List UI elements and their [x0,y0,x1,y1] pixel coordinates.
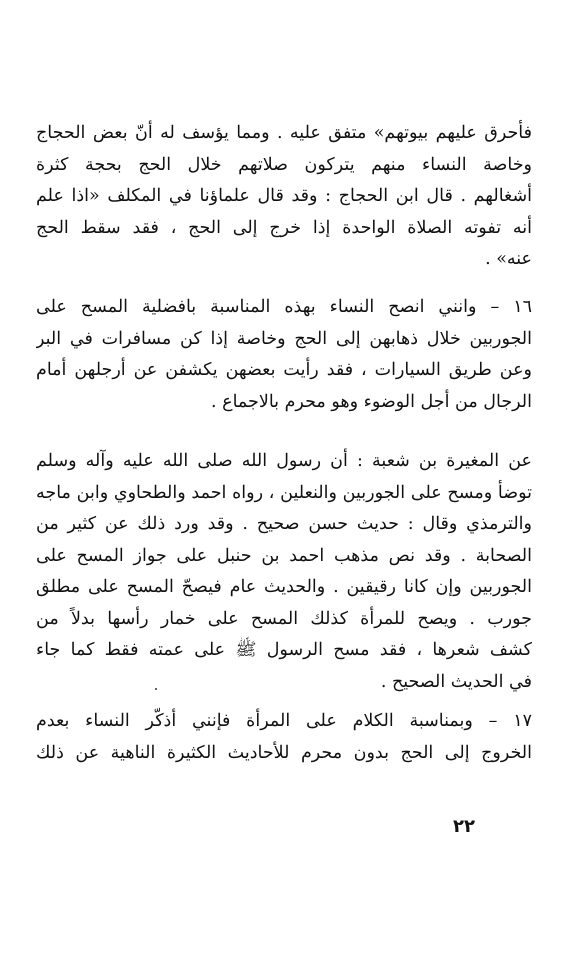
text-line: الخروج إلى الحج بدون محرم للأحاديث الكثيرة الناهية عن ذلك [36,742,532,763]
text-line: عن المغيرة بن شعبة : أن رسول الله صلى الله عليه وآله وسلم [36,451,532,471]
text-line: وعن طريق السيارات ، فقد رأيت بعضهن يكشفن عن أرجلهن أمام [36,360,532,380]
text-line: والترمذي وقال : حديث حسن صحيح . وقد ورد ذلك عن كثير من [36,514,532,534]
text-line: كشف شعرها ، فقد مسح الرسول ﷺ على عمته فقط كما جاء [36,640,532,660]
text-line: فأحرق عليهم بيوتهم» متفق عليه . ومما يؤسف له أنّ بعض الحجاج [36,123,532,143]
text-line: توضأ ومسح على الجوربين والنعلين ، رواه احمد والطحاوي وابن ماجه [36,482,532,503]
text-line: أشغالهم . قال ابن الحجاج : وقد قال علماؤنا في المكلف «اذا علم [36,186,532,206]
text-line: جورب . ويصح للمرأة كذلك المسح على خمار رأسها بدلاً من [36,608,532,629]
text-line: في الحديث الصحيح . [380,671,532,692]
text-line: ١٧ – وبمناسبة الكلام على المرأة فإنني أذكّر النساء بعدم [36,711,532,731]
text-line: عنه» . [485,249,532,269]
text-line: الجوربين خلال ذهابهن إلى الحج وخاصة إذا كن مسافرات في البر [36,328,532,349]
text-line: وخاصة النساء منهم يتركون صلاتهم خلال الحج بحجة كثرة [36,154,532,175]
paragraph-item-17 [36,706,532,769]
text-line: أنه تفوته الصلاة الواحدة إذا خرج إلى الحج ، فقد سقط الحج [36,217,532,238]
paragraph-item-16 [36,292,532,418]
text-line: الصحابة . وقد نص مذهب احمد بن حنبل على جواز المسح على [36,545,532,566]
text-line: الرجال من أجل الوضوء وهو محرم بالاجماع . [211,391,532,412]
page-number: ٢٢ [453,816,475,837]
text-line: ١٦ – وانني انصح النساء بهذه المناسبة بافضلية المسح على [36,297,532,317]
scan-speck [155,688,157,690]
paragraph-hajj-prayer [36,118,532,276]
paragraph-hadith-mughira [36,446,532,698]
text-line: الجوربين وإن كانا رقيقين . والحديث عام فيصحّ المسح على مطلق [36,577,532,597]
